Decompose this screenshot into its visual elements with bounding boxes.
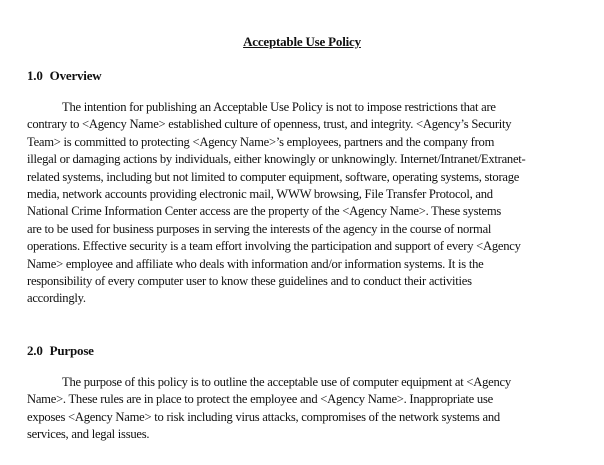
paragraph-line: National Crime Information Center access are the property of the <Agency Name>. These systems — [27, 204, 502, 219]
paragraph-line: are to be used for business purposes in serving the interests of the agency in the course of normal — [27, 221, 492, 236]
paragraph-line: Name>. These rules are in place to protect the employee and <Agency Name>. Inappropriate use — [27, 392, 493, 407]
paragraph-line: media, network accounts providing electronic mail, WWW browsing, File Transfer Protocol, and — [27, 187, 493, 202]
paragraph-line: related systems, including but not limited to computer equipment, software, operating systems, storage — [27, 169, 520, 184]
purpose-paragraph — [27, 374, 587, 444]
paragraph-line: Name> employee and affiliate who deals with information and/or information systems. It is the — [27, 256, 484, 271]
paragraph-line: services, and legal issues. — [27, 427, 150, 442]
paragraph-line: accordingly. — [27, 291, 86, 306]
paragraph-line: contrary to <Agency Name> established culture of openness, trust, and integrity. <Agency’s Security — [27, 117, 512, 132]
section-title: Overview — [49, 68, 102, 83]
paragraph-line: The purpose of this policy is to outline the acceptable use of computer equipment at <Agency — [62, 375, 511, 389]
paragraph-line: exposes <Agency Name> to risk including virus attacks, compromises of the network systems and — [27, 409, 500, 424]
section-heading-purpose — [27, 343, 94, 359]
overview-paragraph — [27, 99, 587, 308]
document-title: Acceptable Use Policy — [243, 34, 361, 49]
paragraph-line: Team> is committed to protecting <Agency Name>’s employees, partners and the company from — [27, 134, 495, 149]
section-title: Purpose — [49, 343, 94, 358]
paragraph-line: The intention for publishing an Acceptable Use Policy is not to impose restrictions that are — [62, 100, 496, 114]
paragraph-line: operations. Effective security is a team effort involving the participation and support of every <Agency — [27, 239, 521, 254]
section-number: 2.0 — [27, 343, 43, 358]
section-number: 1.0 — [27, 68, 43, 83]
paragraph-line: illegal or damaging actions by individuals, either knowingly or unknowingly. Internet/Intranet/Extranet- — [27, 152, 526, 167]
section-heading-overview — [27, 68, 101, 84]
paragraph-line: responsibility of every computer user to know these guidelines and to conduct their activities — [27, 274, 472, 289]
